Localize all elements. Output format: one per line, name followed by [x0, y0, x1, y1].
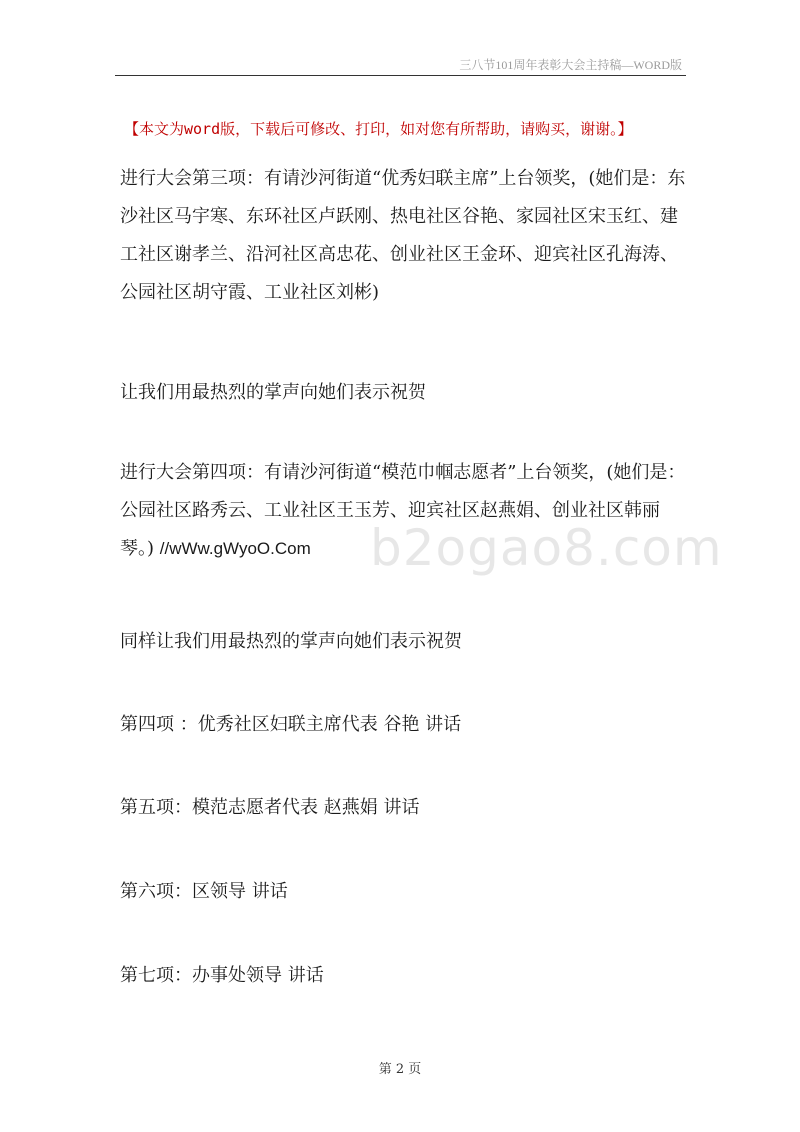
- paragraph-speech-4: 第四项 ：优秀社区妇联主席代表 谷艳 讲话: [120, 714, 462, 735]
- paragraph-third-item: 进行大会第三项：有请沙河街道“优秀妇联主席”上台领奖，(她们是：东沙社区马宇寒、东环社区卢跃刚、热电社区谷艳、家园社区宋玉红、建工社区谢孝兰、沿河社区高忠花、创业社区王金环、迎宾社区孔海涛、公园社区胡守霞、工业社区刘彬): [120, 168, 686, 303]
- site-link[interactable]: //wWw.gWyoO.Com: [159, 539, 311, 558]
- page-header-title: 三八节101周年表彰大会主持稿—WORD版: [459, 58, 682, 72]
- paragraph-speech-5: 第五项：模范志愿者代表 赵燕娟 讲话: [120, 797, 420, 818]
- paragraph-speech-6: 第六项：区领导 讲话: [120, 881, 288, 902]
- header-divider: [115, 75, 686, 76]
- paragraph-speech-7: 第七项：办事处领导 讲话: [120, 965, 324, 986]
- page-number: 第 2 页: [378, 1062, 422, 1077]
- watermark: b2ogao8.com: [370, 519, 723, 577]
- paragraph-fourth-item-text: 进行大会第四项：有请沙河街道“模范巾帼志愿者”上台领奖，(她们是：公园社区路秀云、工业社区王玉芳、迎宾社区赵燕娟、创业社区韩丽琴。): [120, 462, 686, 559]
- paragraph-applause-2: 同样让我们用最热烈的掌声向她们表示祝贺: [120, 631, 462, 652]
- purchase-notice: 【本文为word版，下载后可修改、打印，如对您有所帮助，请购买，谢谢。】: [124, 120, 633, 138]
- paragraph-applause-1: 让我们用最热烈的掌声向她们表示祝贺: [120, 382, 426, 403]
